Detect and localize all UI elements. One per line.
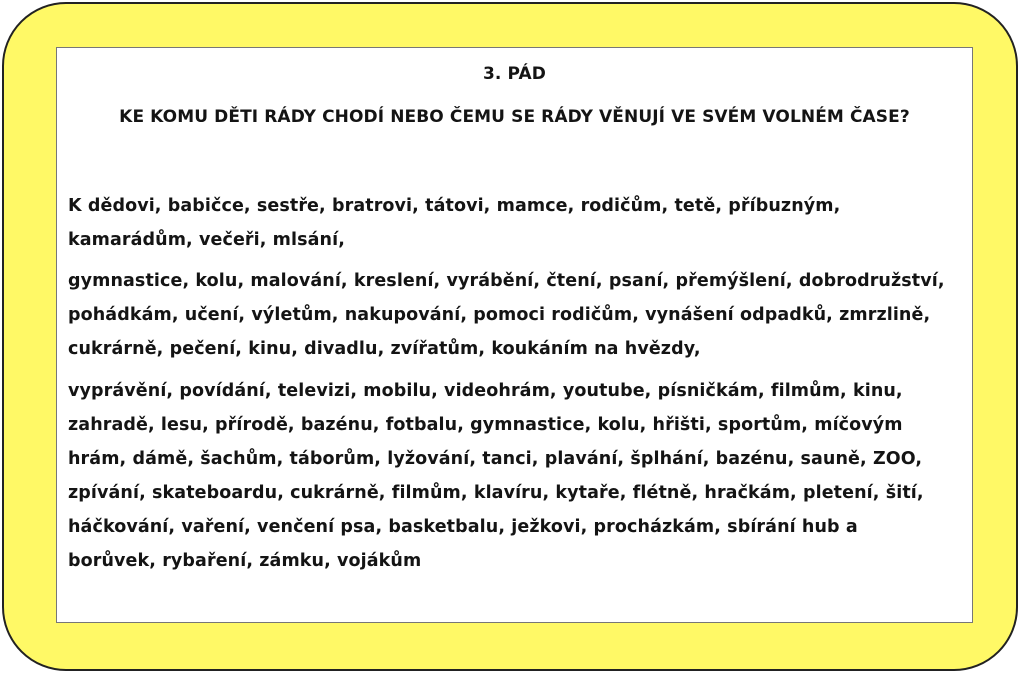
answer-paragraph-activities: gymnastice, kolu, malování, kreslení, vyrábění, čtení, psaní, přemýšlení, dobrodružství, pohádkám, učení, výletům, nakupování, pomoci rodičům, vynášení odpadků, zmrzlině, cukrárně, pečení, kinu, divadlu, zvířatům, koukáním na hvězdy, (68, 271, 945, 359)
answer-paragraph-hobbies: vyprávění, povídání, televizi, mobilu, videohrám, youtube, písničkám, filmům, kinu, zahradě, lesu, přírodě, bazénu, fotbalu, gymnastice, kolu, hřišti, sportům, míčovým hrám, dámě, šachům, táborům, lyžování, tanci, plavání, šplhání, bazénu, sauně, ZOO, zpívání, skateboardu, cukrárně, filmům, klavíru, kytaře, flétně, hračkám, pletení, šití, háčkování, vaření, venčení psa, basketbalu, ježkovi, procházkám, sbírání hub a borůvek, rybaření, zámku, vojákům (68, 381, 924, 571)
content-card (56, 47, 973, 623)
yellow-rounded-frame (2, 2, 1018, 671)
answer-paragraph-people: K dědovi, babičce, sestře, bratrovi, tátovi, mamce, rodičům, tetě, příbuzným, kamarádům, večeři, mlsání, (68, 196, 841, 250)
question-heading: KE KOMU DĚTI RÁDY CHODÍ NEBO ČEMU SE RÁDY VĚNUJÍ VE SVÉM VOLNÉM ČASE? (119, 107, 910, 127)
case-heading: 3. PÁD (483, 64, 546, 84)
